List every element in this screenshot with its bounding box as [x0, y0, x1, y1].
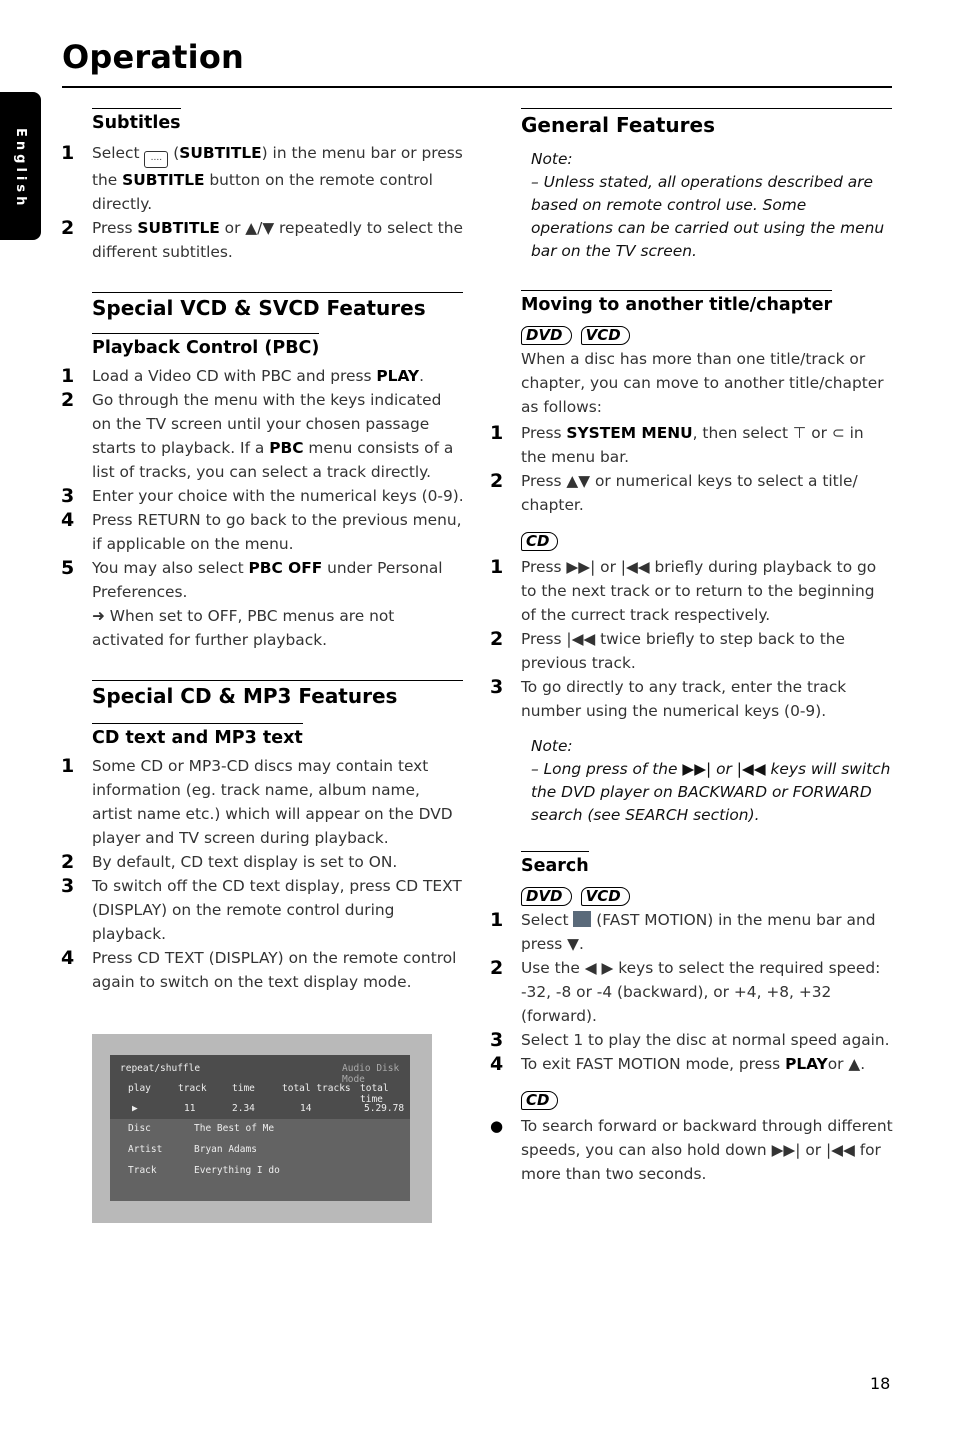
moving-intro: When a disc has more than one title/track or chapter, you can move to another title/chapter as follows: [521, 350, 884, 416]
osd-track-label: Track [128, 1165, 157, 1176]
osd-track-value: 11 [184, 1103, 196, 1114]
pbc-step-1: 1 Load a Video CD with PBC and press PLAY. [61, 365, 424, 387]
osd-track-name: Everything I do [194, 1165, 280, 1176]
fast-motion-icon [573, 911, 591, 927]
cdtext-step-4: 4 Press CD TEXT (DISPLAY) on the remote control again to switch on the text display mode. [61, 947, 457, 991]
osd-artist-label: Artist [128, 1144, 163, 1155]
osd-time-value: 2.34 [232, 1103, 255, 1114]
osd-mode: Audio Disk Mode [342, 1063, 400, 1085]
dvd-badge: DVD [521, 326, 572, 345]
cdtext-step-2: 2 By default, CD text display is set to ON. [61, 851, 398, 873]
search-step-3: 3 Select 1 to play the disc at normal speed again. [490, 1029, 890, 1051]
osd-col-track: track [178, 1083, 207, 1094]
search-step-1: 1 Select (FAST MOTION) in the menu bar and press ▼. [490, 909, 876, 953]
moving-cd-step-3: 3 To go directly to any track, enter the track number using the numerical keys (0-9). [490, 676, 847, 720]
osd-panel [110, 1055, 410, 1201]
language-tab-label: English [13, 128, 28, 210]
moving-step-1: 1 Press SYSTEM MENU, then select ⊤ or ⊂ in the menu bar. [490, 422, 864, 466]
left-column [61, 108, 464, 994]
pbc-step-2: 2 Go through the menu with the keys indicated on the TV screen until your chosen passage starts to playback. If a PBC menu consists of a list of tracks, you can select a track directly. [61, 389, 454, 481]
moving-cd-step-1: 1 Press ▶▶| or |◀◀ briefly during playback to go to the next track or to return to the beginning of the currect track respectively. [490, 556, 877, 624]
tv-screen-illustration [92, 1034, 432, 1223]
moving-badges [521, 325, 893, 345]
cdtext-heading: CD text and MP3 text [92, 723, 303, 750]
cdtext-step-1: 1 Some CD or MP3-CD discs may contain text information (eg. track name, album name, artist name etc.) which will appear on the DVD player and TV screen during playback. [61, 755, 453, 847]
section-rule [92, 292, 463, 293]
page-number: 18 [870, 1374, 891, 1393]
subtitles-heading: Subtitles [92, 108, 181, 135]
osd-col-total-tracks: total tracks [282, 1083, 351, 1094]
cdtext-step-3: 3 To switch off the CD text display, press CD TEXT (DISPLAY) on the remote control during playback. [61, 875, 462, 943]
vcd-heading: Special VCD & SVCD Features [92, 296, 426, 320]
cd-badge: CD [521, 1091, 558, 1110]
osd-col-total-time: total time [360, 1083, 389, 1105]
osd-disc-label: Disc [128, 1123, 151, 1134]
search-badges [521, 886, 893, 906]
moving-note-label: Note: [531, 737, 573, 755]
moving-cd-step-2: 2 Press |◀◀ twice briefly to step back to the previous track. [490, 628, 845, 672]
general-note: – Unless stated, all operations described are based on remote control use. Some operations can be carried out using the menu bar on the TV screen. [531, 173, 885, 260]
section-rule [92, 680, 463, 681]
cd-heading: Special CD & MP3 Features [92, 684, 398, 708]
pbc-step-5: 5 You may also select PBC OFF under Personal Preferences. ➜ When set to OFF, PBC menus are not activated for further playback. [92, 556, 464, 652]
moving-heading: Moving to another title/chapter [521, 290, 832, 317]
cd-badge: CD [521, 532, 558, 551]
search-heading: Search [521, 851, 589, 878]
pbc-step-5-result: ➜ When set to OFF, PBC menus are not activated for further playback. [92, 607, 395, 649]
page-title: Operation [62, 38, 245, 76]
osd-artist-value: Bryan Adams [194, 1144, 257, 1155]
osd-disc-value: The Best of Me [194, 1123, 275, 1134]
subtitle-icon: .... [144, 151, 168, 168]
general-heading: General Features [521, 113, 716, 137]
osd-col-play: play [128, 1083, 151, 1094]
pbc-heading: Playback Control (PBC) [92, 333, 319, 360]
pbc-step-3: 3 Enter your choice with the numerical keys (0-9). [61, 485, 464, 507]
general-note-label: Note: [531, 150, 573, 168]
bullet-icon: ● [490, 1117, 504, 1135]
moving-step-2: 2 Press ▲▼ or numerical keys to select a title/ chapter. [490, 470, 858, 514]
moving-cd-badge-row [521, 531, 893, 551]
vcd-badge: VCD [581, 326, 630, 345]
search-cd-badge-row [521, 1090, 893, 1110]
osd-play-icon: ▶ [132, 1103, 138, 1114]
search-step-4: 4 To exit FAST MOTION mode, press PLAYor ▲. [490, 1053, 866, 1075]
osd-label: repeat/shuffle [120, 1063, 201, 1074]
osd-col-time: time [232, 1083, 255, 1094]
search-step-2: 2 Use the ◀ ▶ keys to select the required speed: -32, -8 or -4 (backward), or +4, +8, +32 (forward). [490, 957, 881, 1025]
title-rule [62, 86, 892, 88]
right-column [490, 108, 893, 1186]
vcd-badge: VCD [581, 887, 630, 906]
pbc-step-4: 4 Press RETURN to go back to the previous menu, if applicable on the menu. [61, 509, 462, 553]
dvd-badge: DVD [521, 887, 572, 906]
moving-note: – Long press of the ▶▶| or |◀◀ keys will switch the DVD player on BACKWARD or FORWARD search (see SEARCH section). [531, 760, 891, 824]
search-bullet-item: ● To search forward or backward through different speeds, you can also hold down ▶▶| or |◀◀ for more than two seconds. [521, 1114, 893, 1186]
subtitles-step-2: 2 Press SUBTITLE or ▲/▼ repeatedly to select the different subtitles. [61, 217, 463, 261]
section-rule [521, 108, 892, 109]
subtitles-step-1: 1 Select .... (SUBTITLE) in the menu bar or press the SUBTITLE button on the remote control directly. [61, 142, 463, 213]
osd-total-tracks-value: 14 [300, 1103, 312, 1114]
osd-total-time-value: 5.29.78 [364, 1103, 405, 1114]
